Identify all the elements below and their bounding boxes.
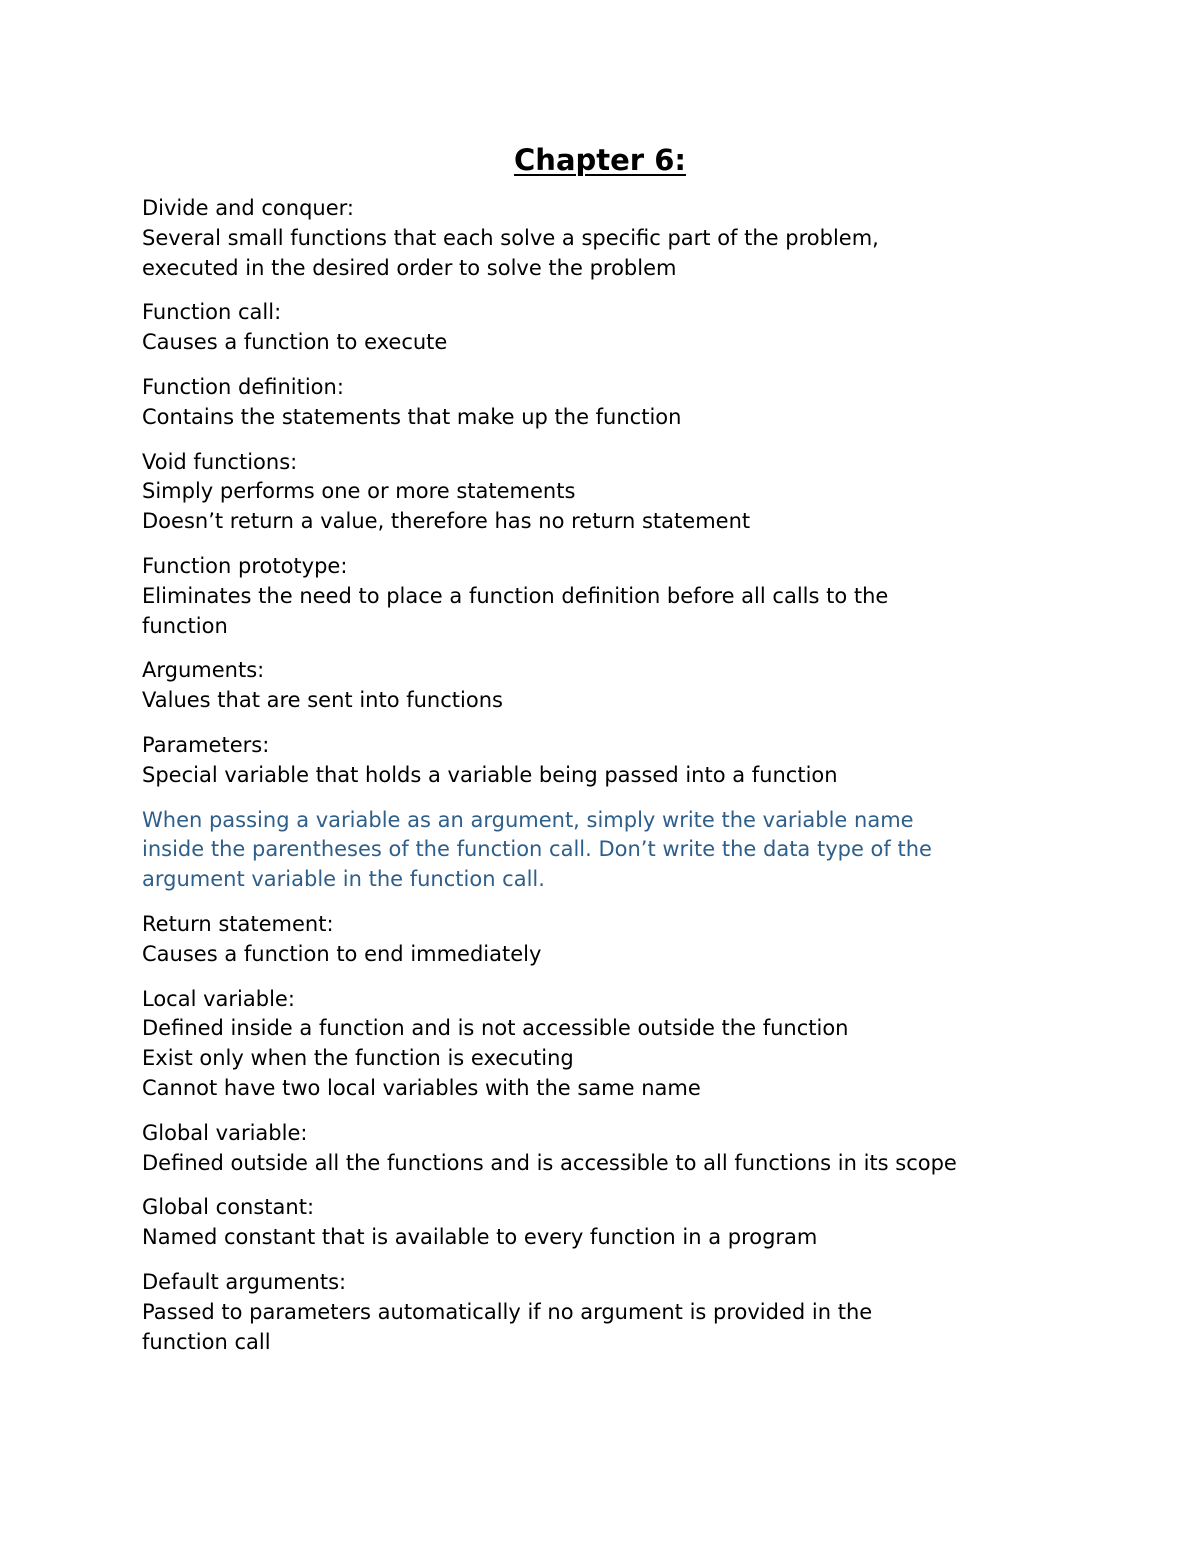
notes-content (142, 194, 1092, 1372)
section-line: function (142, 613, 228, 638)
section-line: Causes a function to execute (142, 330, 448, 355)
section-line: Contains the statements that make up the function (142, 404, 682, 429)
section-heading: Function call: (142, 300, 282, 325)
section-return-statement (142, 910, 1092, 970)
section-function-definition (142, 373, 1092, 433)
section-global-constant (142, 1193, 1092, 1253)
section-default-arguments (142, 1268, 1092, 1357)
section-line: Doesn’t return a value, therefore has no return statement (142, 509, 751, 534)
section-line: Defined outside all the functions and is accessible to all functions in its scope (142, 1150, 957, 1175)
section-line: Exist only when the function is executing (142, 1046, 574, 1071)
section-heading: Local variable: (142, 986, 295, 1011)
section-line: Causes a function to end immediately (142, 941, 542, 966)
section-local-variable (142, 985, 1092, 1104)
section-heading: Parameters: (142, 732, 270, 757)
section-function-prototype (142, 552, 1092, 641)
section-line: Defined inside a function and is not accessible outside the function (142, 1016, 849, 1041)
section-line: Named constant that is available to every function in a program (142, 1225, 818, 1250)
section-line: Several small functions that each solve a specific part of the problem, (142, 225, 879, 250)
section-heading: Default arguments: (142, 1269, 347, 1294)
page-title-text: Chapter 6: (514, 143, 686, 177)
section-heading: Global variable: (142, 1120, 308, 1145)
section-heading: Void functions: (142, 449, 298, 474)
section-heading: Function prototype: (142, 553, 348, 578)
section-line: Values that are sent into functions (142, 688, 503, 713)
section-line: function call (142, 1329, 271, 1354)
highlighted-note (142, 806, 1092, 895)
section-divide-and-conquer (142, 194, 1092, 283)
section-arguments (142, 656, 1092, 716)
section-heading: Arguments: (142, 658, 265, 683)
section-heading: Global constant: (142, 1195, 315, 1220)
section-line: Cannot have two local variables with the same name (142, 1075, 701, 1100)
section-line: Passed to parameters automatically if no argument is provided in the (142, 1299, 873, 1324)
page-title (0, 140, 1200, 180)
section-line: executed in the desired order to solve the problem (142, 255, 677, 280)
note-line: argument variable in the function call. (142, 867, 545, 892)
section-heading: Return statement: (142, 911, 334, 936)
section-global-variable (142, 1119, 1092, 1179)
section-function-call (142, 298, 1092, 358)
section-heading: Function definition: (142, 374, 344, 399)
section-line: Eliminates the need to place a function definition before all calls to the (142, 583, 889, 608)
note-line: When passing a variable as an argument, simply write the variable name (142, 807, 914, 832)
section-void-functions (142, 448, 1092, 537)
note-line: inside the parentheses of the function call. Don’t write the data type of the (142, 837, 932, 862)
section-heading: Divide and conquer: (142, 196, 354, 220)
section-line: Simply performs one or more statements (142, 479, 576, 504)
section-parameters (142, 731, 1092, 791)
section-line: Special variable that holds a variable being passed into a function (142, 762, 838, 787)
